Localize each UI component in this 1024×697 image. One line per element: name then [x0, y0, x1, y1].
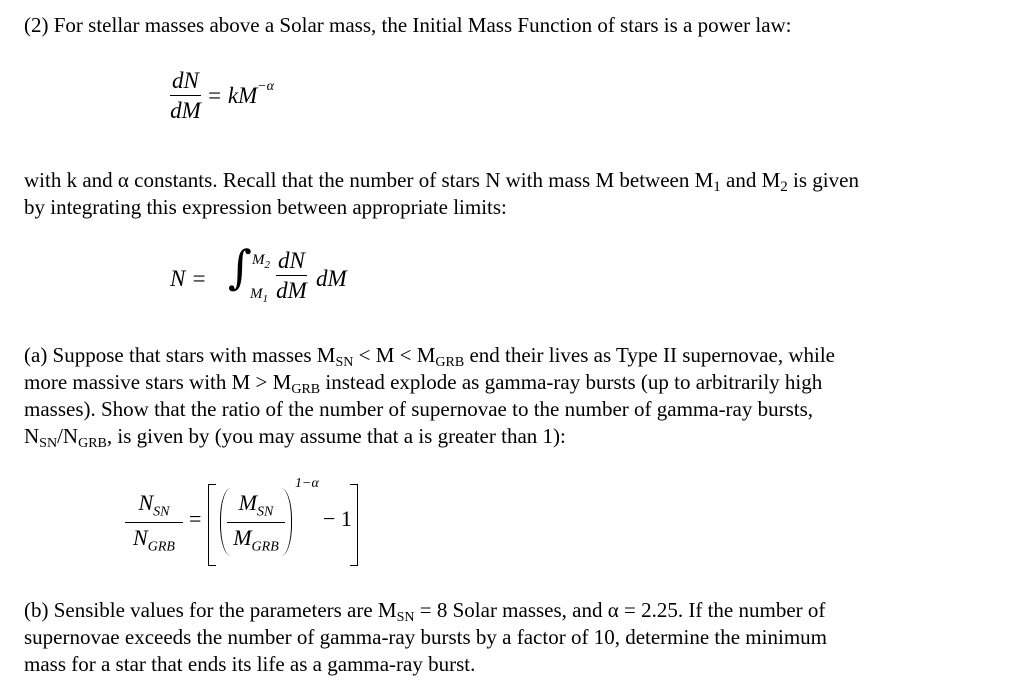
integral-differential: dM — [316, 266, 347, 291]
part-b-line-2: supernovae exceeds the number of gamma-ray bursts by a factor of 10, determine the minimum — [24, 625, 827, 649]
part-a-line-4: $N_{SN}/N_{GRB}$, is given by (you may assume that a is greater than 1): — [24, 424, 566, 451]
part-a-line-3: masses). Show that the ratio of the number of supernovae to the number of gamma-ray bursts, — [24, 397, 814, 421]
integrand-fraction — [276, 248, 307, 304]
left-square-bracket — [208, 484, 216, 566]
ratio-minus-one: − 1 — [323, 506, 352, 531]
integral-lhs: N = — [170, 266, 207, 291]
fraction-denominator: dM — [170, 98, 201, 123]
ratio-lhs-numerator: $N_{SN}$ — [125, 490, 183, 523]
ratio-equals: = — [189, 506, 202, 531]
integrand-denominator: dM — [276, 278, 307, 303]
integral-sign: ∫ — [228, 240, 252, 294]
ratio-exponent: 1−α — [295, 476, 319, 491]
part-b-line-1: (b) Sensible values for the parameters are $M_{SN} = 8$ Solar masses, and α = 2.25. If the number of — [24, 598, 826, 625]
equation-rhs: = kM — [206, 83, 258, 108]
equation-integral — [170, 240, 390, 316]
paragraph-1-line-1: with k and α constants. Recall that the number of stars N with mass M between $M_1$ and $M_2$ is given — [24, 168, 859, 195]
intro-text: (2) For stellar masses above a Solar mass, the Initial Mass Function of stars is a power law: — [24, 13, 792, 37]
ratio-mass-numerator: $M_{SN}$ — [227, 490, 285, 523]
integral-lower-limit: $M_1$ — [250, 286, 268, 305]
right-parenthesis — [281, 488, 292, 556]
ratio-mass-fraction — [227, 490, 285, 556]
right-square-bracket — [350, 484, 358, 566]
ratio-lhs-fraction — [125, 490, 183, 556]
part-b-line-3: mass for a star that ends its life as a gamma-ray burst. — [24, 652, 476, 676]
fraction-numerator: dN — [170, 68, 201, 96]
equation-ratio — [125, 476, 375, 568]
integral-upper-limit: $M_2$ — [252, 252, 270, 271]
equation-imf — [170, 68, 274, 124]
fraction-dn-dm — [170, 68, 201, 124]
integrand-numerator: dN — [276, 248, 307, 276]
ratio-mass-denominator: $M_{GRB}$ — [233, 525, 279, 555]
equation-exponent: −α — [257, 79, 275, 95]
ratio-lhs-denominator: $N_{GRB}$ — [133, 525, 175, 555]
part-a-line-2: more massive stars with $M > M_{GRB}$ instead explode as gamma-ray bursts (up to arbitrarily high — [24, 370, 823, 397]
paragraph-1-line-2: by integrating this expression between appropriate limits: — [24, 195, 507, 219]
part-a-line-1: (a) Suppose that stars with masses $M_{SN} < M < M_{GRB}$ end their lives as Type II supernovae, while — [24, 343, 835, 370]
